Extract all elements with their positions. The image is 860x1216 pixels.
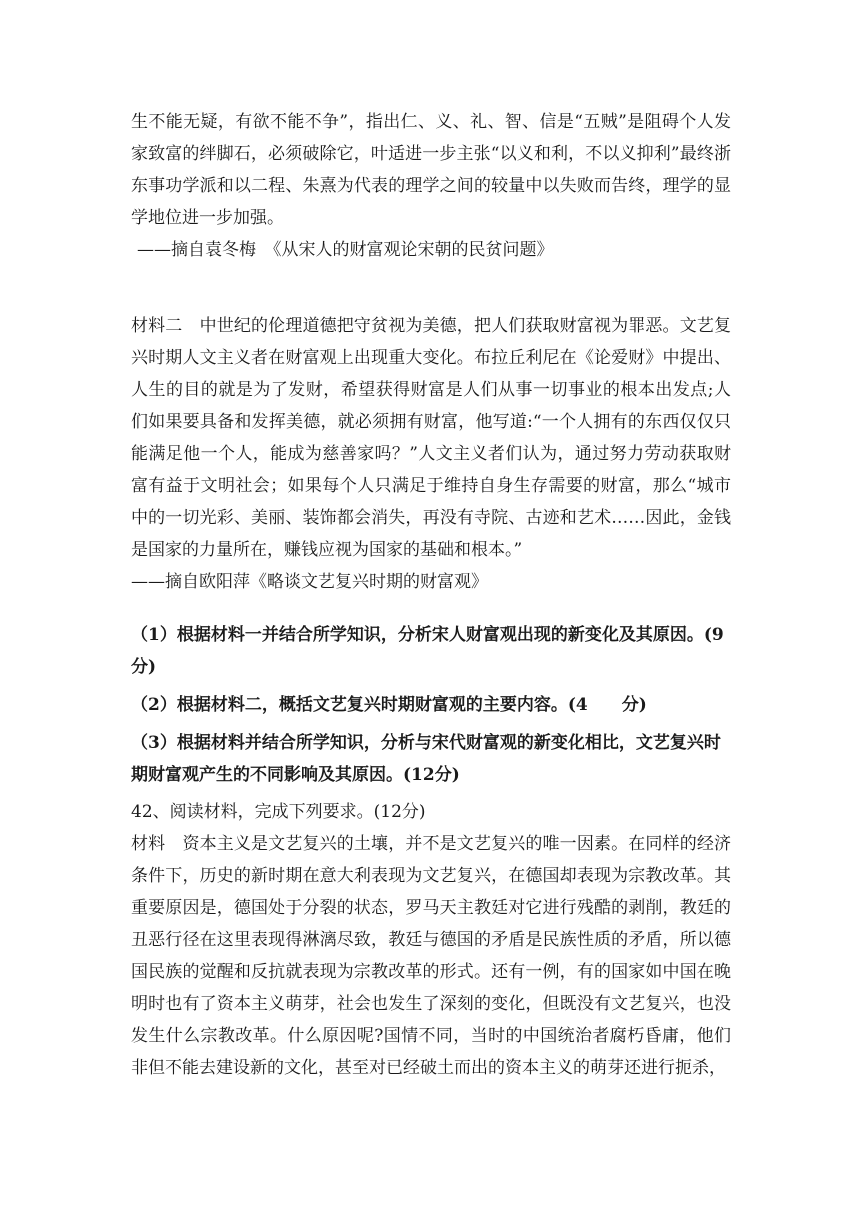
question-42-material: 材料 资本主义是文艺复兴的土壤，并不是文艺复兴的唯一因素。在同样的经济条件下，历史的新时期在意大利表现为文艺复兴，在德国却表现为宗教改革。其重要原因是，德国处于分裂的状态，罗马天主教廷对它进行残酷的剥削，教廷的丑恶行径在这里表现得淋漓尽致，教廷与德国的矛盾是民族性质的矛盾，所以德国民族的觉醒和反抗就表现为宗教改革的形式。还有一例，有的国家如中国在晚明时也有了资本主义萌芽，社会也发生了深刻的变化，但既没有文艺复兴，也没发生什么宗教改革。什么原因呢?国情不同，当时的中国统治者腐朽昏庸，他们非但不能去建设新的文化，甚至对已经破土而出的资本主义的萌芽还进行扼杀， (131, 834, 731, 1078)
question-3: （3）根据材料并结合所学知识，分析与宋代财富观的新变化相比，文艺复兴时期财富观产生的不同影响及其原因。(12分) (131, 733, 721, 785)
question-2: （2）根据材料二，概括文艺复兴时期财富观的主要内容。(4 分) (131, 695, 647, 715)
material-two-paragraph: 材料二 中世纪的伦理道德把守贫视为美德，把人们获取财富视为罪恶。文艺复兴时期人文主义者在财富观上出现重大变化。布拉丘利尼在《论爱财》中提出、人生的目的就是为了发财，希望获得财富是人们从事一切事业的根本出发点;人们如果要具备和发挥美德，就必须拥有财富，他写道:“一个人拥有的东西仅仅只能满足他一个人，能成为慈善家吗？”人文主义者们认为，通过努力劳动获取财富有益于文明社会；如果每个人只满足于维持自身生存需要的财富，那么“城市中的一切光彩、美丽、装饰都会消失，再没有寺院、古迹和艺术……因此，金钱是国家的力量所在，赚钱应视为国家的基础和根本。” (131, 316, 731, 560)
material-one-source: ——摘自袁冬梅 《从宋人的财富观论宋朝的民贫问题》 (137, 240, 554, 260)
questions-section (131, 619, 731, 791)
material-two-section (131, 310, 731, 598)
material-two-source: ——摘自欧阳萍《略谈文艺复兴时期的财富观》 (131, 572, 488, 592)
question-42-section (131, 796, 731, 1084)
material-one-section (131, 106, 731, 266)
question-42-heading: 42、阅读材料，完成下列要求。(12分) (131, 802, 426, 822)
question-1: （1）根据材料一并结合所学知识，分析宋人财富观出现的新变化及其原因。(9分) (131, 625, 724, 677)
material-one-paragraph: 生不能无疑，有欲不能不争”，指出仁、义、礼、智、信是“五贼”是阻碍个人发家致富的绊脚石，必须破除它，叶适进一步主张“以义和利，不以义抑利”最终浙东事功学派和以二程、朱熹为代表的理学之间的较量中以失败而告终，理学的显学地位进一步加强。 (131, 112, 731, 228)
